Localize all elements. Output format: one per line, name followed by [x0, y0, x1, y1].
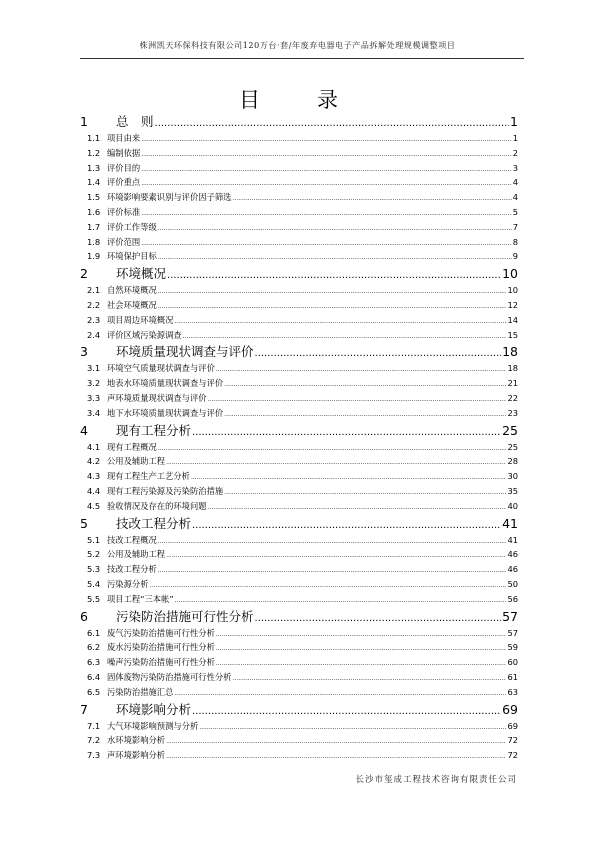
dot-leader	[232, 672, 506, 687]
dot-leader	[158, 251, 512, 266]
toc-title: 目 录	[239, 88, 356, 112]
toc-section-entry[interactable]	[80, 220, 518, 235]
toc-section-entry[interactable]	[80, 440, 518, 455]
toc-entry-number: 7.3	[87, 750, 101, 761]
toc-entry-number: 3	[80, 344, 88, 360]
dot-leader	[232, 192, 511, 207]
toc-entry-number: 4.2	[87, 456, 101, 467]
toc-entry-label: 声环境质量现状调查与评价	[107, 392, 207, 403]
toc-entry-page-number: 69	[502, 701, 518, 717]
toc-entry-page-number: 72	[507, 750, 518, 761]
toc-section-entry[interactable]	[80, 640, 518, 655]
toc-entry-page-number: 21	[507, 378, 518, 389]
toc-section-entry[interactable]	[80, 175, 518, 190]
toc-entry-label: 评价区域污染源调查	[107, 329, 182, 340]
toc-entry-page-number: 57	[502, 608, 518, 624]
dot-leader	[158, 535, 507, 550]
toc-entry-page-number: 63	[507, 686, 518, 697]
dot-leader	[208, 501, 507, 516]
toc-section-entry[interactable]	[80, 592, 518, 607]
dot-leader	[155, 114, 510, 133]
toc-entry-number: 1.1	[87, 133, 101, 143]
toc-section-entry[interactable]	[80, 670, 518, 685]
toc-chapter-entry[interactable]	[80, 342, 518, 361]
dot-leader	[158, 285, 507, 300]
toc-entry-page-number: 10	[502, 266, 518, 282]
toc-entry-page-number: 18	[502, 344, 518, 360]
toc-entry-number: 5.5	[87, 593, 101, 604]
toc-entry-label: 项目工程“三本帐”	[107, 593, 174, 604]
running-footer: 长沙市玺成工程技术咨询有限责任公司	[355, 775, 517, 785]
toc-entry-label: 固体废物污染防治措施可行性分析	[107, 671, 232, 682]
toc-entry-page-number: 25	[507, 441, 518, 452]
toc-entry-page-number: 41	[502, 515, 518, 531]
toc-entry-page-number: 40	[507, 500, 518, 511]
dot-leader	[255, 344, 502, 363]
toc-entry-number: 7.1	[87, 720, 101, 731]
dot-leader	[192, 702, 501, 721]
toc-entry-page-number: 14	[507, 314, 518, 325]
toc-entry-page-number: 9	[512, 251, 518, 262]
toc-section-entry[interactable]	[80, 533, 518, 548]
toc-entry-page-number: 10	[507, 285, 518, 296]
toc-section-entry[interactable]	[80, 283, 518, 298]
toc-section-entry[interactable]	[80, 733, 518, 748]
toc-entry-page-number: 56	[507, 593, 518, 604]
toc-entry-number: 6.3	[87, 657, 101, 668]
toc-entry-page-number: 1	[512, 133, 518, 143]
toc-entry-label: 总 则	[116, 114, 154, 129]
toc-entry-label: 环境概况	[116, 266, 167, 282]
toc-entry-page-number: 46	[507, 564, 518, 575]
toc-entry-page-number: 23	[507, 407, 518, 418]
toc-entry-page-number: 25	[502, 422, 518, 438]
toc-entry-label: 环境质量现状调查与评价	[116, 344, 254, 360]
toc-chapter-entry[interactable]	[80, 607, 518, 626]
toc-entry-label: 污染防治措施可行性分析	[116, 608, 254, 624]
toc-entry-label: 环境空气质量现状调查与评价	[107, 363, 215, 374]
dot-leader	[166, 750, 506, 765]
dot-leader	[158, 222, 512, 237]
toc-entry-label: 环境影响分析	[116, 701, 192, 717]
toc-entry-page-number: 28	[507, 456, 518, 467]
toc-entry-number: 4.4	[87, 485, 101, 496]
toc-entry-page-number: 41	[507, 534, 518, 545]
toc-entry-number: 4.3	[87, 471, 101, 482]
toc-section-entry[interactable]	[80, 748, 518, 763]
toc-section-entry[interactable]	[80, 205, 518, 220]
toc-section-entry[interactable]	[80, 547, 518, 562]
toc-entry-number: 3.1	[87, 363, 101, 374]
toc-section-entry[interactable]	[80, 626, 518, 641]
dot-leader	[216, 642, 507, 657]
toc-entry-page-number: 22	[507, 392, 518, 403]
toc-entry-label: 公用及辅助工程	[107, 549, 166, 560]
toc-entry-number: 4	[80, 422, 88, 438]
toc-section-entry[interactable]	[80, 146, 518, 161]
dot-leader	[216, 363, 507, 378]
toc-entry-label: 废气污染防治措施可行性分析	[107, 627, 215, 638]
running-header: 株洲凯天环保科技有限公司120万台·套/年废弃电器电子产品拆解处理规模调整项目	[139, 41, 456, 50]
toc-entry-label: 现有工程概况	[107, 441, 157, 452]
dot-leader	[199, 721, 506, 736]
toc-entry-page-number: 12	[507, 299, 518, 310]
toc-entry-number: 1	[80, 114, 88, 129]
dot-leader	[141, 133, 512, 148]
toc-entry-number: 6	[80, 608, 88, 624]
toc-entry-number: 1.8	[87, 236, 101, 247]
toc-entry-number: 5.1	[87, 534, 101, 545]
dot-leader	[224, 408, 506, 423]
toc-entry-page-number: 60	[507, 657, 518, 668]
toc-section-entry[interactable]	[80, 469, 518, 484]
dot-leader	[174, 315, 506, 330]
toc-entry-label: 评价重点	[107, 177, 141, 188]
toc-section-entry[interactable]	[80, 685, 518, 700]
toc-section-entry[interactable]	[80, 376, 518, 391]
toc-entry-number: 4.5	[87, 500, 101, 511]
toc-entry-label: 噪声污染防治措施可行性分析	[107, 657, 215, 668]
toc-entry-page-number: 50	[507, 578, 518, 589]
toc-entry-page-number: 5	[512, 206, 518, 217]
toc-entry-page-number: 2	[512, 147, 518, 158]
toc-entry-label: 环境影响要素识别与评价因子筛选	[107, 192, 232, 203]
toc-entry-number: 2.4	[87, 329, 101, 340]
toc-entry-number: 7.2	[87, 735, 101, 746]
toc-section-entry[interactable]	[80, 328, 518, 343]
toc-entry-number: 5.2	[87, 549, 101, 560]
dot-leader	[141, 207, 512, 222]
toc-entry-page-number: 15	[507, 329, 518, 340]
toc-section-entry[interactable]	[80, 484, 518, 499]
dot-leader	[141, 237, 512, 252]
dot-leader	[150, 579, 507, 594]
toc-entry-label: 社会环境概况	[107, 299, 157, 310]
toc-section-entry[interactable]	[80, 655, 518, 670]
toc-entry-number: 1.2	[87, 147, 101, 158]
toc-entry-label: 项目由来	[107, 133, 141, 143]
toc-entry-number: 6.2	[87, 642, 101, 653]
dot-leader	[191, 471, 506, 486]
toc-section-entry[interactable]	[80, 313, 518, 328]
toc-entry-page-number: 46	[507, 549, 518, 560]
toc-entry-label: 自然环境概况	[107, 285, 157, 296]
toc-entry-number: 1.7	[87, 221, 101, 232]
toc-entry-label: 验收情况及存在的环境问题	[107, 500, 207, 511]
toc-entry-number: 5	[80, 515, 88, 531]
toc-entry-label: 污染源分析	[107, 578, 149, 589]
dot-leader	[192, 516, 501, 535]
toc-entry-label: 声环境影响分析	[107, 750, 166, 761]
toc-entry-label: 编制依据	[107, 147, 141, 158]
toc-entry-page-number: 3	[512, 162, 518, 173]
toc-entry-page-number: 4	[512, 192, 518, 203]
dot-leader	[166, 549, 506, 564]
dot-leader	[166, 456, 506, 471]
toc-section-entry[interactable]	[80, 562, 518, 577]
toc-entry-label: 地下水环境质量现状调查与评价	[107, 407, 224, 418]
dot-leader	[216, 628, 507, 643]
toc-chapter-entry[interactable]	[80, 700, 518, 719]
toc-section-entry[interactable]	[80, 131, 518, 146]
toc-entry-label: 废水污染防治措施可行性分析	[107, 642, 215, 653]
dot-leader	[192, 423, 501, 442]
toc-entry-number: 3.2	[87, 378, 101, 389]
toc-section-entry[interactable]	[80, 361, 518, 376]
toc-entry-label: 大气环境影响预测与分析	[107, 720, 199, 731]
toc-entry-label: 现有工程生产工艺分析	[107, 471, 190, 482]
toc-entry-label: 技改工程分析	[107, 564, 157, 575]
toc-chapter-entry[interactable]	[80, 264, 518, 283]
dot-leader	[158, 300, 507, 315]
toc-entry-label: 现有工程分析	[116, 422, 192, 438]
toc-section-entry[interactable]	[80, 235, 518, 250]
toc-entry-label: 评价工作等级	[107, 221, 157, 232]
toc-entry-number: 1.6	[87, 206, 101, 217]
toc-entry-label: 评价目的	[107, 162, 141, 173]
toc-entry-number: 5.4	[87, 578, 101, 589]
toc-section-entry[interactable]	[80, 298, 518, 313]
toc-section-entry[interactable]	[80, 391, 518, 406]
toc-entry-page-number: 72	[507, 735, 518, 746]
toc-entry-label: 项目周边环境概况	[107, 314, 174, 325]
toc-entry-page-number: 61	[507, 671, 518, 682]
dot-leader	[208, 393, 507, 408]
toc-section-entry[interactable]	[80, 249, 518, 264]
toc-entry-number: 3.4	[87, 407, 101, 418]
toc-entry-label: 评价标准	[107, 206, 141, 217]
toc-chapter-entry[interactable]	[80, 514, 518, 533]
dot-leader	[166, 735, 506, 750]
toc-entry-label: 水环境影响分析	[107, 735, 166, 746]
toc-section-entry[interactable]	[80, 719, 518, 734]
toc-entry-page-number: 59	[507, 642, 518, 653]
toc-entry-label: 现有工程污染源及污染防治措施	[107, 485, 224, 496]
toc-entry-number: 2.1	[87, 285, 101, 296]
toc-entry-number: 7	[80, 701, 88, 717]
toc-entry-page-number: 30	[507, 471, 518, 482]
dot-leader	[216, 657, 507, 672]
toc-entry-page-number: 18	[507, 363, 518, 374]
toc-entry-page-number: 35	[507, 485, 518, 496]
toc-entry-number: 4.1	[87, 441, 101, 452]
toc-section-entry[interactable]	[80, 161, 518, 176]
toc-entry-number: 1.3	[87, 162, 101, 173]
toc-entry-page-number: 69	[507, 720, 518, 731]
toc-section-entry[interactable]	[80, 499, 518, 514]
toc-entry-number: 6.5	[87, 686, 101, 697]
toc-chapter-entry[interactable]	[80, 421, 518, 440]
dot-leader	[224, 378, 506, 393]
dot-leader	[158, 442, 507, 457]
table-of-contents	[80, 112, 518, 763]
toc-entry-label: 技改工程分析	[116, 515, 192, 531]
toc-section-entry[interactable]	[80, 454, 518, 469]
toc-entry-page-number: 4	[512, 177, 518, 188]
toc-entry-label: 污染防治措施汇总	[107, 686, 174, 697]
toc-entry-number: 6.1	[87, 627, 101, 638]
toc-entry-page-number: 8	[512, 236, 518, 247]
toc-chapter-entry[interactable]	[80, 112, 518, 131]
toc-entry-number: 1.4	[87, 177, 101, 188]
toc-entry-page-number: 1	[510, 114, 518, 129]
dot-leader	[141, 148, 512, 163]
toc-entry-page-number: 57	[507, 627, 518, 638]
toc-entry-label: 环境保护目标	[107, 251, 157, 262]
toc-entry-label: 公用及辅助工程	[107, 456, 166, 467]
toc-section-entry[interactable]	[80, 577, 518, 592]
toc-entry-number: 1.9	[87, 251, 101, 262]
dot-leader	[255, 609, 502, 628]
toc-entry-number: 6.4	[87, 671, 101, 682]
toc-entry-number: 3.3	[87, 392, 101, 403]
toc-entry-label: 评价范围	[107, 236, 141, 247]
dot-leader	[224, 486, 506, 501]
dot-leader	[141, 163, 512, 178]
toc-entry-number: 5.3	[87, 564, 101, 575]
header-rule	[80, 58, 524, 59]
toc-section-entry[interactable]	[80, 406, 518, 421]
dot-leader	[174, 687, 506, 702]
toc-section-entry[interactable]	[80, 190, 518, 205]
toc-entry-number: 2.3	[87, 314, 101, 325]
toc-entry-number: 1.5	[87, 192, 101, 203]
toc-entry-label: 技改工程概况	[107, 534, 157, 545]
toc-entry-page-number: 7	[512, 221, 518, 232]
dot-leader	[167, 266, 501, 285]
toc-entry-label: 地表水环境质量现状调查与评价	[107, 378, 224, 389]
toc-entry-number: 2.2	[87, 299, 101, 310]
dot-leader	[158, 564, 507, 579]
toc-entry-number: 2	[80, 266, 88, 282]
